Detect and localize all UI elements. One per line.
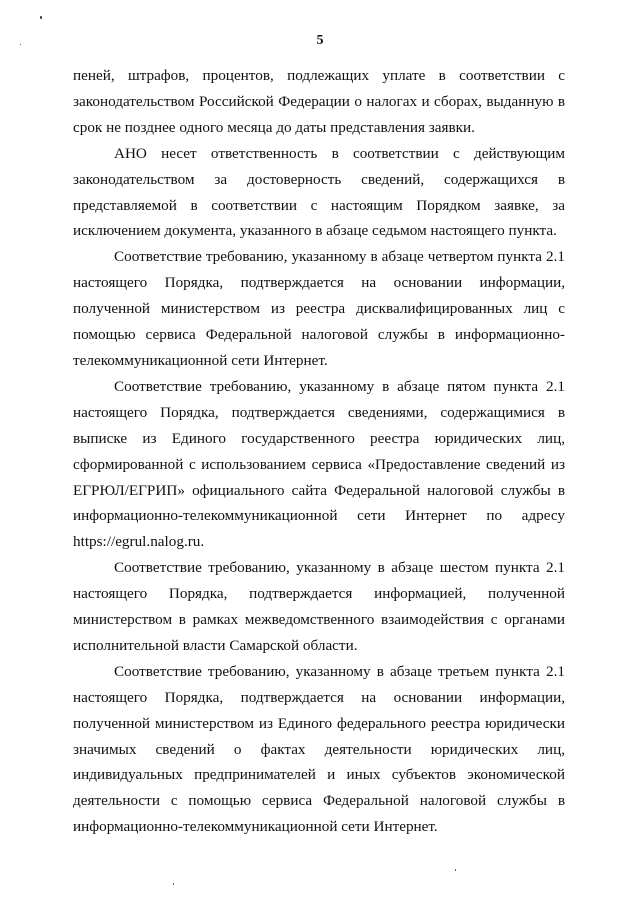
paragraph: Соответствие требованию, указанному в абзаце пятом пункта 2.1 настоящего Порядка, подтверждается сведениями, содержащимися в выписке из Единого государственного реестра юридических лиц, сформированной с использованием сервиса «Предоставление сведений из ЕГРЮЛ/ЕГРИП» официального сайта Федеральной налоговой службы в информационно-телекоммуникационной сети Интернет по адресу https://egrul.nalog.ru. (73, 377, 565, 551)
paragraph: Соответствие требованию, указанному в абзаце четвертом пункта 2.1 настоящего Порядка, подтверждается на основании информации, полученной министерством из реестра дисквалифицированных лиц с помощью сервиса Федеральной налоговой службы в информационно-телекоммуникационной сети Интернет. (73, 248, 565, 369)
scan-speck (173, 883, 174, 885)
paragraph: Соответствие требованию, указанному в абзаце третьем пункта 2.1 настоящего Порядка, подтверждается на основании информации, полученной министерством из Единого федерального реестра юридически значимых сведений о фактах деятельности юридических лиц, индивидуальных предпринимателей и иных субъектов экономической деятельности с помощью сервиса Федеральной налоговой службы в информационно-телекоммуникационной сети Интернет. (73, 662, 565, 836)
paragraph-continuation: пеней, штрафов, процентов, подлежащих уплате в соответствии с законодательством Российской Федерации о налогах и сборах, выданную в срок не позднее одного месяца до даты представления заявки. (73, 67, 565, 136)
scan-speck (455, 869, 456, 871)
scan-speck (40, 16, 42, 19)
paragraph: АНО несет ответственность в соответствии с действующим законодательством за достоверность сведений, содержащихся в представляемой в соответствии с настоящим Порядком заявке, за исключением документа, указанного в абзаце седьмом настоящего пункта. (73, 144, 565, 240)
page-number: 5 (316, 33, 324, 48)
document-body (73, 63, 565, 840)
paragraph: Соответствие требованию, указанному в абзаце шестом пункта 2.1 настоящего Порядка, подтверждается информацией, полученной министерством в рамках межведомственного взаимодействия с органами исполнительной власти Самарской области. (73, 559, 565, 654)
